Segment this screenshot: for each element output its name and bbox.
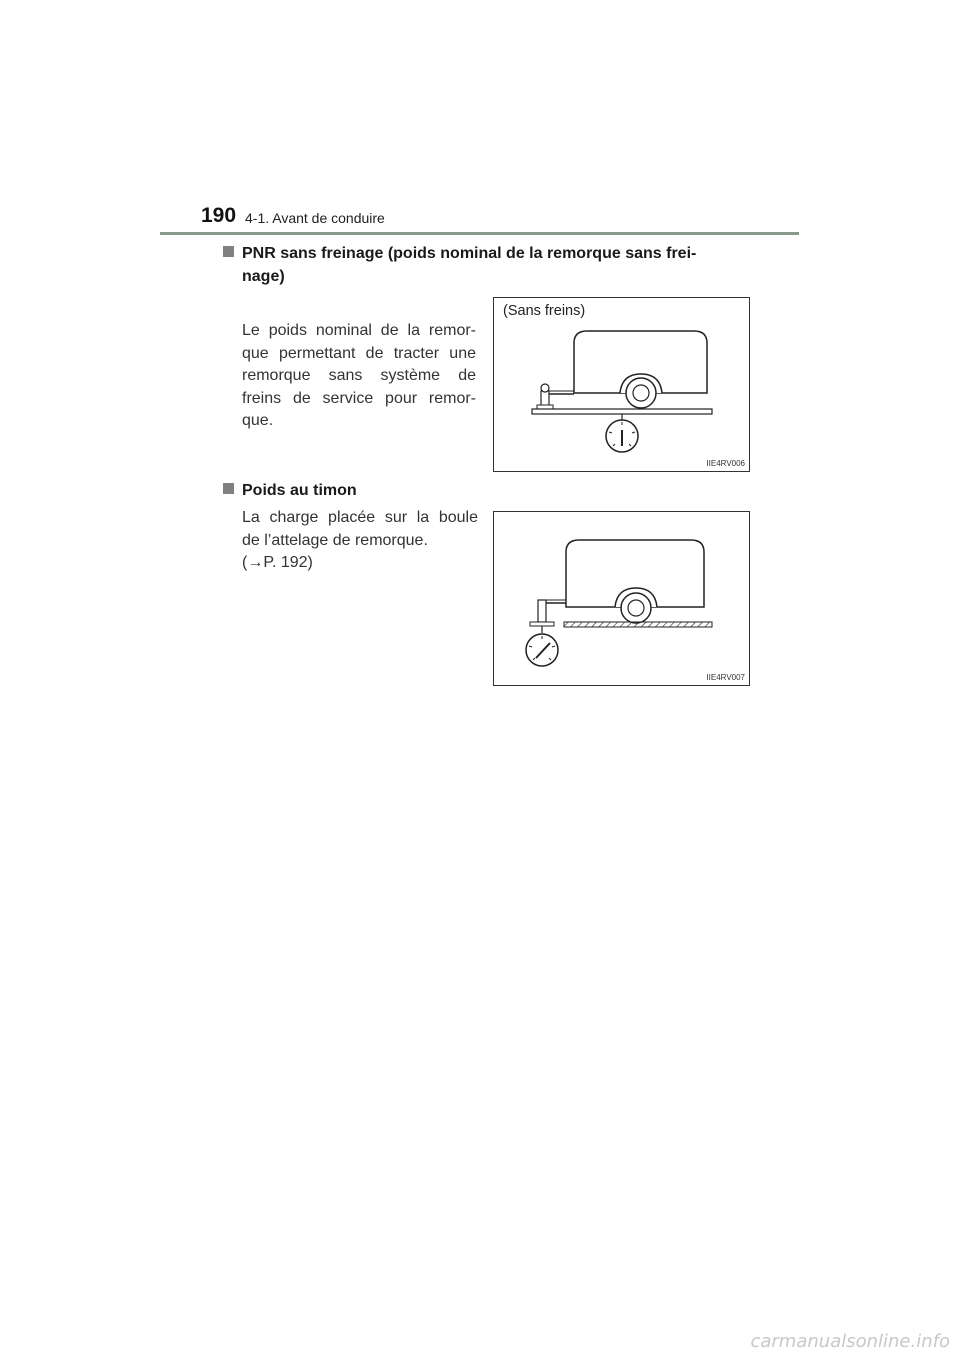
heading-pnr-line2: nage) [242,268,285,285]
tongue-weight-line2: de l’attelage de remorque. [242,531,428,549]
figure-tongue-weight [493,511,750,686]
trailer-icon [494,298,751,473]
figure-code: IIE4RV006 [706,459,745,468]
pnr-description: Le poids nominal de la remor-que permettant de tracter une remorque sans système de freins de service pour remor-que. [242,322,476,430]
section-title: 4-1. Avant de conduire [245,210,385,226]
figure-code: IIE4RV007 [706,673,745,682]
header-rule [160,232,799,235]
heading-tongue-weight [223,479,357,502]
figure-caption: (Sans freins) [503,303,586,319]
page-number: 190 [201,204,237,227]
tongue-weight-line1: La charge placée sur la boule [242,509,478,526]
figure-unbraked-trailer [493,297,750,472]
heading-pnr-line1: PNR sans freinage (poids nominal de la remorque sans frei- [242,245,697,262]
heading-tongue-weight-text: Poids au timon [242,482,357,499]
heading-pnr [223,242,753,288]
trailer-icon [494,512,751,687]
square-bullet-icon [223,246,234,257]
watermark: carmanualsonline.info [750,1331,950,1352]
tongue-weight-description [242,507,478,575]
page-reference-link[interactable]: (→P. 192) [242,554,313,572]
square-bullet-icon [223,483,234,494]
